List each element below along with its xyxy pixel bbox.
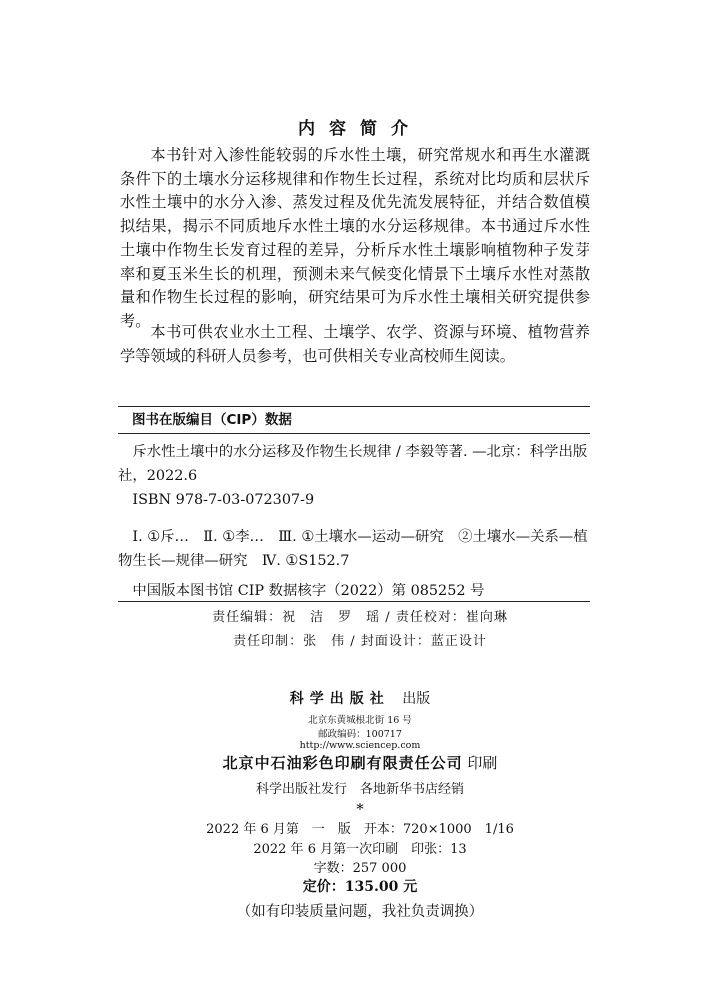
cip-heading: 图书在版编目（CIP）数据 [132,412,292,428]
printer-name: 北京中石油彩色印刷有限责任公司 [222,754,463,772]
cip-heading-rule [118,433,590,434]
printing-line: 2022 年 6 月第一次印刷 印张：13 [253,842,467,857]
production-credits: 责任印制：张 伟 / 封面设计：蓝正设计 [233,634,487,649]
publisher-action: 出版 [402,691,431,707]
price: 定价：135.00 元 [302,879,418,895]
cip-description: 斥水性土壤中的水分运移及作物生长规律 / 李毅等著. —北京：科学出版社，2022.6 [118,444,588,484]
editor-credits: 责任编辑：祝 洁 罗 瑶 / 责任校对：崔向琳 [212,610,508,625]
page-title: 内容简介 [298,119,422,139]
publisher-url: http://www.sciencep.com [299,740,421,751]
publisher-postcode: 邮政编码：100717 [318,729,402,740]
word-count: 字数：257 000 [313,861,407,876]
printer-action: 印刷 [467,754,498,772]
cip-record-number: 中国版本图书馆 CIP 数据核字（2022）第 085252 号 [132,583,485,599]
cip-classification: Ⅰ. ①斥… Ⅱ. ①李… Ⅲ. ①土壤水—运动—研究 ②土壤水—关系—植物生长—规律—研究 Ⅳ. ①S152.7 [118,529,588,569]
publisher-line [0,688,720,708]
separator-star: * [356,800,364,818]
edition-line: 2022 年 6 月第 一 版 开本：720×1000 1/16 [206,822,514,837]
cip-isbn: ISBN 978-7-03-072307-9 [132,492,315,508]
summary-paragraph-2: 本书可供农业水土工程、土壤学、农学、资源与环境、植物营养学等领域的科研人员参考，也可供相关专业高校师生阅读。 [120,323,590,365]
quality-notice: （如有印装质量问题，我社负责调换） [236,904,484,920]
summary-paragraph-1: 本书针对入渗性能较弱的斥水性土壤，研究常规水和再生水灌溉条件下的土壤水分运移规律和作物生长过程，系统对比均质和层状斥水性土壤中的水分入渗、蒸发过程及优先流发展特征，并结合数值模拟结果，揭示不同质地斥水性土壤的水分运移规律。本书通过斥水性土壤中作物生长发育过程的差异，分析斥水性土壤影响植物种子发芽率和夏玉米生长的机理，预测未来气候变化情景下土壤斥水性对蒸散量和作物生长过程的影响，研究结果可为斥水性土壤相关研究提供参考。 [120,146,590,330]
printer-line [0,752,720,773]
distribution-line: 科学出版社发行 各地新华书店经销 [255,782,464,797]
cip-bottom-rule [118,601,590,602]
publisher-name: 科学出版社 [289,691,390,707]
publisher-address: 北京东黄城根北街 16 号 [308,715,412,726]
cip-top-rule [118,406,590,407]
